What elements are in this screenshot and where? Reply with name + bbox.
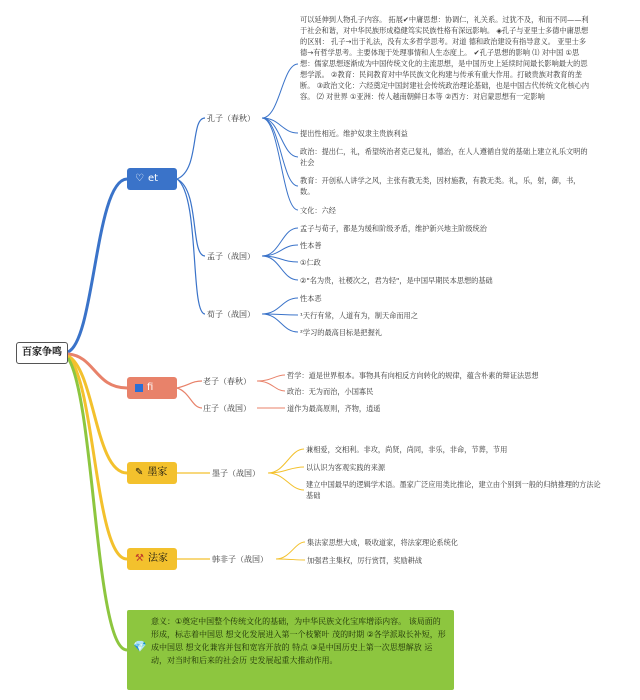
branch-label: fi — [147, 382, 154, 393]
link-root-ru — [68, 179, 127, 352]
leaf-mengzi-2[interactable]: 性本善 — [300, 241, 322, 250]
meaning-node[interactable] — [127, 610, 454, 690]
link-root-meaning — [68, 358, 127, 650]
leaf-kongzi-1[interactable]: 可以延伸到人物孔子内容。 拓展✔中庸思想：协调仁，礼关系。过犹不及，和而不同——利于社会和谐，对中华民族形成稳健笃实民族性格有深远影响。 ◈孔子与亚里士多德中庸思想的区别： 孔子→出于礼法，没有太多哲学思考。对道 德和政治建设有指导意义。 亚里士多德→有哲学思考。主要体现于处理事情和人生态度上。 ✔孔子思想的影响 ⑴ 对中国 ①思想：儒家思想逐渐成为中国传统文化的主流思想，是中国历史上延续时间最长影响最大的思想学派。 ②教育：民间教育对中华民族文化构建与传承有重大作用。打破贵族对教育的垄断。 ③政治文化：六经奠定中国封建社会传统政治理论基础，也是中国古代传统文化核心内容。 ⑵ 对世界 ①亚洲：传人越南朝鲜日本等 ②西方：对启蒙思想有一定影响 — [300, 15, 590, 101]
pen-icon: ✎ — [135, 467, 144, 478]
root-node[interactable]: 百家争鸣 — [16, 342, 68, 364]
person-node-mengzi[interactable]: 孟子（战国） — [207, 252, 255, 261]
leaf-mengzi-4[interactable]: ②"名为贵，社稷次之，君为轻"，是中国早期民本思想的基础 — [300, 276, 493, 285]
person-node-mozi[interactable]: 墨子（战国） — [212, 469, 260, 478]
branch-node-dao[interactable] — [127, 377, 177, 399]
person-node-kongzi[interactable]: 孔子（春秋） — [207, 114, 255, 123]
person-node-hanfeizi[interactable]: 韩非子（战国） — [212, 555, 268, 564]
leaf-kongzi-4[interactable]: 教育：开创私人讲学之风，主张有教无类，因材施教，有教无类。礼，乐，射，御，书，数。 — [300, 176, 581, 196]
leaf-mozi-3[interactable]: 建立中国最早的逻辑学术语。墨家广泛应用类比推论，建立由个别到一般的归纳推理的方法论基础 — [306, 480, 601, 500]
tools-icon: ⚒ — [135, 553, 144, 564]
leaf-laozi-1[interactable]: 哲学：道是世界根本。事物具有向相反方向转化的规律，蕴含朴素的辩证法思想 — [287, 371, 539, 380]
branch-node-fa[interactable] — [127, 548, 177, 570]
person-node-laozi[interactable]: 老子（春秋） — [203, 377, 251, 386]
branch-label: et — [147, 173, 159, 184]
leaf-zhuangzi-1[interactable]: 道作为最高原则，齐物，逍遥 — [287, 404, 381, 413]
leaf-kongzi-2[interactable]: 提出性相近。维护奴隶主贵族利益 — [300, 129, 408, 138]
branch-label: 法家 — [147, 553, 168, 564]
leaf-laozi-2[interactable]: 政治：无为而治，小国寡民 — [287, 387, 374, 396]
leaf-mozi-1[interactable]: 兼相爱，交相利。非攻，尚贤，尚同，非乐，非命，节葬，节用 — [306, 445, 508, 454]
leaf-xunzi-3[interactable]: ²学习的最高目标是把握礼 — [300, 328, 382, 337]
person-node-zhuangzi[interactable]: 庄子（战国） — [203, 404, 251, 413]
leaf-hanfeizi-1[interactable]: 集法家思想大成，吸收道家，将法家理论系统化 — [307, 538, 458, 547]
branch-node-mo[interactable] — [127, 462, 177, 484]
leaf-kongzi-5[interactable]: 文化：六经 — [300, 206, 336, 215]
leaf-kongzi-3[interactable]: 政治：提出仁，礼，希望统治者克己复礼，德治，在人人遵循自觉的基础上建立礼乐文明的社会 — [300, 147, 588, 167]
leaf-xunzi-2[interactable]: ¹天行有常，人道有为，制天命而用之 — [300, 311, 418, 320]
branch-node-ru[interactable] — [127, 168, 177, 190]
square-icon — [135, 384, 143, 392]
leaf-hanfeizi-2[interactable]: 加强君主集权，厉行赏罚，奖励耕战 — [307, 556, 423, 565]
branch-label: 墨家 — [147, 467, 168, 478]
leaf-mengzi-3[interactable]: ①仁政 — [300, 258, 321, 267]
leaf-mozi-2[interactable]: 以认识为客观实践的来源 — [306, 463, 386, 472]
leaf-mengzi-1[interactable]: 孟子与荀子，都是为缓和阶级矛盾，维护新兴地主阶级统治 — [300, 224, 487, 233]
leaf-xunzi-1[interactable]: 性本恶 — [300, 294, 322, 303]
heart-icon: ♡ — [135, 173, 144, 184]
meaning-text: 意义：①奠定中国整个传统文化的基础，为中华民族文化宝库增添内容。 该局面的形成，标志着中国思 想文化发展进入第一个枝繁叶 茂的时期 ②各学派取长补短，形成中国思 想文化兼容并包和宽容开放的 特点 ③是中国历史上第一次思想解放 运动，对当时和后来的社会历 史发展起重大推动作用。 — [151, 617, 446, 665]
gem-icon: 💎 — [133, 640, 147, 653]
person-node-xunzi[interactable]: 荀子（战国） — [207, 310, 255, 319]
